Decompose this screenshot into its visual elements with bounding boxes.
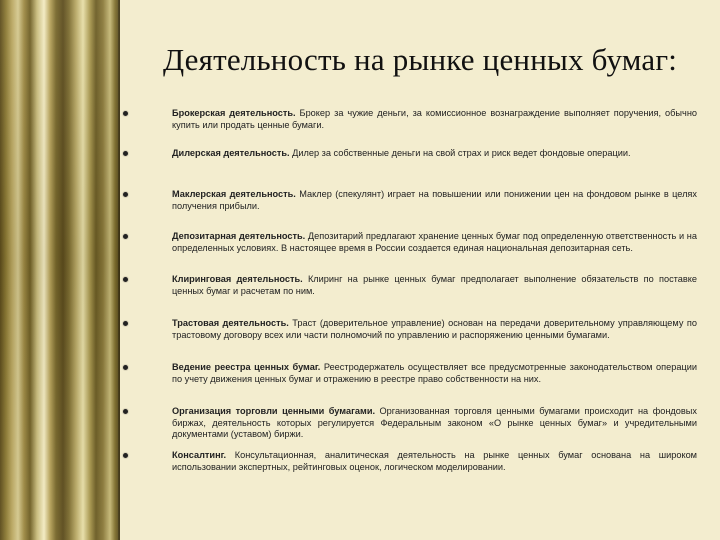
list-item-trading-organization <box>123 406 700 442</box>
list-item-term: Брокерская деятельность. <box>172 108 296 118</box>
list-item-term: Дилерская деятельность. <box>172 148 290 158</box>
list-item-depository <box>123 231 700 267</box>
list-item-term: Маклерская деятельность. <box>172 189 296 199</box>
list-item-text <box>172 108 697 131</box>
list-item-term: Организация торговли ценными бумагами. <box>172 406 376 416</box>
list-item-description: Дилер за собственные деньги на свой страх и риск ведет фондовые операции. <box>289 148 631 158</box>
list-item-term: Трастовая деятельность. <box>172 318 289 328</box>
list-item-text <box>172 450 697 473</box>
list-item-text <box>172 148 697 160</box>
list-item-description: Клиринг на рынке ценных бумаг предполагает выполнение обязательств по поставке ценных бумаг и расчетам по ним. <box>172 274 698 296</box>
list-item-dealer <box>123 148 700 184</box>
bullet-icon <box>123 277 128 282</box>
bullet-icon <box>123 234 128 239</box>
list-item-consulting <box>123 450 700 486</box>
list-item-text <box>172 362 697 385</box>
bullet-icon <box>123 192 128 197</box>
bullet-icon <box>123 321 128 326</box>
list-item-description: Траст (доверительное управление) основан на передачи доверительному управляющему по трастовому договору всех или части полномочий по управлению и распоряжению ценными бумагами. <box>172 318 697 340</box>
list-item-description: Маклер (спекулянт) играет на повышении или понижении цен на фондовом рынке в целях получения прибыли. <box>172 189 697 211</box>
list-item-text <box>172 406 697 441</box>
list-item-description: Реестродержатель осуществляет все предусмотренные законодательством операции по учету движения ценных бумаг и отражению в реестре право собственности на них. <box>172 362 697 384</box>
list-item-description: Консультационная, аналитическая деятельность на рынке ценных бумаг основана на широком использовании экспертных, рейтинговых оценок, логическом моделировании. <box>172 450 697 472</box>
list-item-broker-speculator <box>123 189 700 225</box>
list-item-description: Брокер за чужие деньги, за комиссионное вознаграждение выполняет поручения, обычно купить или продать ценные бумаги. <box>172 108 698 130</box>
list-item-term: Депозитарная деятельность. <box>172 231 306 241</box>
list-item-brokerage <box>123 108 700 144</box>
activity-list <box>123 108 700 486</box>
list-item-term: Консалтинг. <box>172 450 227 460</box>
list-item-clearing <box>123 274 700 310</box>
list-item-registry <box>123 362 700 398</box>
decorative-side-panel <box>0 0 120 540</box>
list-item-description: Организованная торговля ценными бумагами происходит на фондовых биржах, деятельность которых регулируется Федеральным законом «О рынке ценных бумаг» и учредительными документами (уставом) биржи. <box>172 406 697 439</box>
list-item-text <box>172 189 697 212</box>
bullet-icon <box>123 409 128 414</box>
list-item-trust <box>123 318 700 354</box>
bullet-icon <box>123 111 128 116</box>
list-item-text <box>172 274 697 297</box>
slide-title: Деятельность на рынке ценных бумаг: <box>162 42 678 77</box>
bullet-icon <box>123 365 128 370</box>
bullet-icon <box>123 453 128 458</box>
list-item-text <box>172 231 697 254</box>
list-item-text <box>172 318 697 341</box>
list-item-term: Ведение реестра ценных бумаг. <box>172 362 321 372</box>
bullet-icon <box>123 151 128 156</box>
list-item-term: Клиринговая деятельность. <box>172 274 303 284</box>
list-item-description: Депозитарий предлагают хранение ценных бумаг под определенную ответственность и на определенных условиях. В настоящее время в России создается единая национальная депозитарная сеть. <box>172 231 697 253</box>
